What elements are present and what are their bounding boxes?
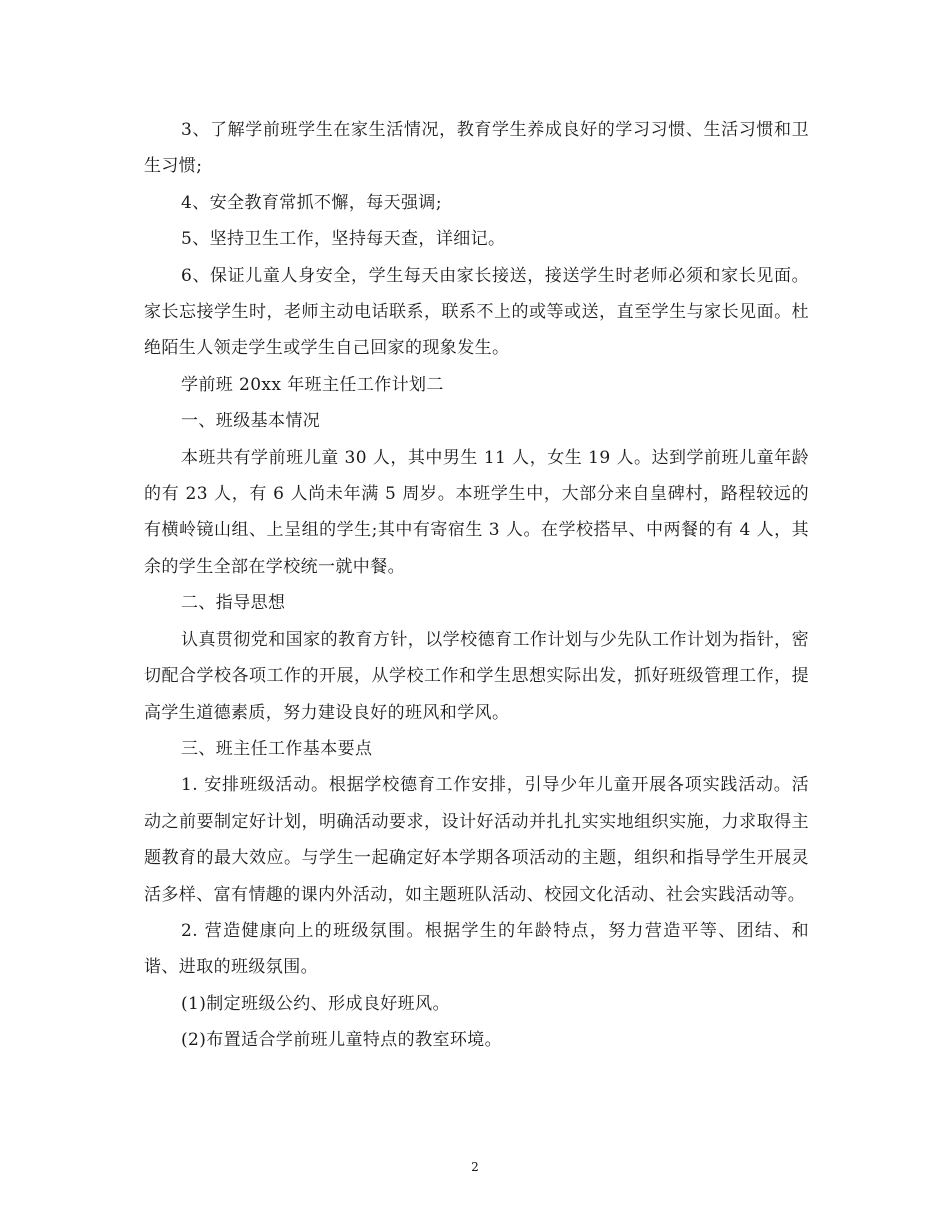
section-heading: 一、班级基本情况 bbox=[181, 411, 321, 432]
paragraph: 5、坚持卫生工作，坚持每天查，详细记。 bbox=[181, 229, 506, 250]
document-body bbox=[144, 112, 809, 1059]
section-heading: 二、指导思想 bbox=[181, 593, 286, 614]
paragraph: 2. 营造健康向上的班级氛围。根据学生的年龄特点，努力营造平等、团结、和谐、进取的班级氛围。 bbox=[144, 920, 809, 978]
paragraph: 3、了解学前班学生在家生活情况，教育学生养成良好的学习习惯、生活习惯和卫生习惯; bbox=[144, 120, 809, 177]
paragraph: 本班共有学前班儿童 30 人，其中男生 11 人，女生 19 人。达到学前班儿童年龄的有 23 人，有 6 人尚未年满 5 周岁。本班学生中，大部分来自皇碑村，路程较远的有横岭镜山组、上呈组的学生;其中有寄宿生 3 人。在学校搭早、中两餐的有 4 人，其余的学生全部在学校统一就中餐。 bbox=[144, 447, 809, 577]
section-heading: 三、班主任工作基本要点 bbox=[181, 738, 373, 759]
paragraph: 6、保证儿童人身安全，学生每天由家长接送，接送学生时老师必须和家长见面。家长忘接学生时，老师主动电话联系，联系不上的或等或送，直至学生与家长见面。杜绝陌生人领走学生或学生自己回家的现象发生。 bbox=[144, 265, 809, 359]
paragraph: 认真贯彻党和国家的教育方针，以学校德育工作计划与少先队工作计划为指针，密切配合学校各项工作的开展，从学校工作和学生思想实际出发，抓好班级管理工作，提高学生道德素质，努力建设良好的班风和学风。 bbox=[144, 629, 809, 723]
paragraph: 1. 安排班级活动。根据学校德育工作安排，引导少年儿童开展各项实践活动。活动之前要制定好计划，明确活动要求，设计好活动并扎扎实实地组织实施，力求取得主题教育的最大效应。与学生一起确定好本学期各项活动的主题，组织和指导学生开展灵活多样、富有情趣的课内外活动，如主题班队活动、校园文化活动、社会实践活动等。 bbox=[144, 775, 809, 905]
paragraph: (1)制定班级公约、形成良好班风。 bbox=[181, 993, 450, 1014]
section-title: 学前班 20xx 年班主任工作计划二 bbox=[181, 374, 444, 395]
paragraph: (2)布置适合学前班儿童特点的教室环境。 bbox=[181, 1030, 503, 1051]
paragraph: 4、安全教育常抓不懈，每天强调; bbox=[181, 192, 442, 213]
page-number: 2 bbox=[471, 1160, 479, 1174]
